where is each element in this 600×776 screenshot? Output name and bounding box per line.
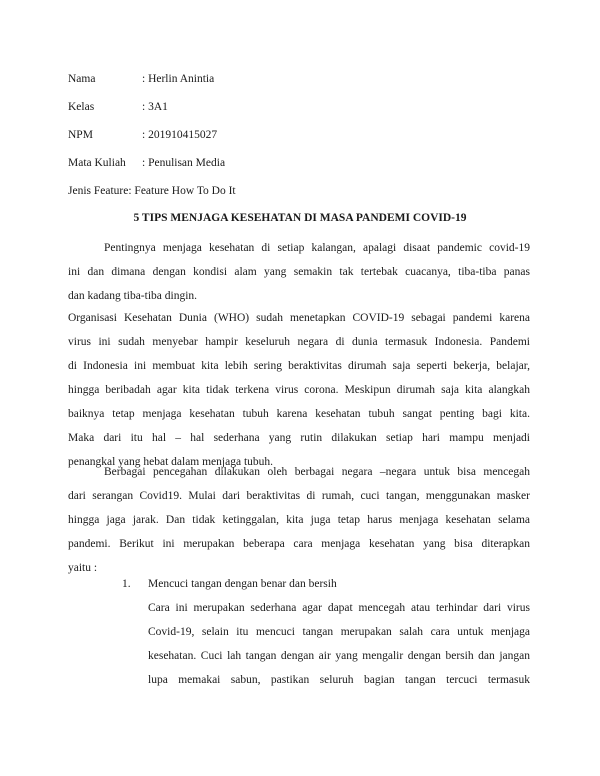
meta-kelas-label: Kelas: [68, 101, 95, 113]
paragraph-line: baiknya tetap menjaga kesehatan tubuh karena kesehatan tubuh sangat penting bagi kita.: [68, 408, 530, 420]
meta-jenis-label: Jenis Feature: [68, 185, 129, 197]
meta-nama-label: Nama: [68, 73, 96, 85]
meta-jenis-value: : Feature How To Do It: [128, 185, 236, 197]
list-item-heading: Mencuci tangan dengan benar dan bersih: [148, 578, 337, 590]
meta-matkul: [68, 156, 225, 170]
paragraph-line: Maka dari itu hal – hal sederhana yang rutin dilakukan setiap hari mampu menjadi: [68, 432, 530, 444]
paragraph-line: penangkal yang hebat dalam menjaga tubuh.: [68, 456, 274, 468]
meta-kelas: [68, 100, 168, 114]
meta-matkul-value: : Penulisan Media: [142, 157, 226, 169]
paragraph-line: hingga beribadah agar kita tidak terkena virus corona. Meskipun dirumah saja kita alangkah: [68, 384, 530, 396]
list-item-line: Covid-19, selain itu mencuci tangan merupakan salah cara untuk menjaga: [148, 626, 530, 638]
list-item-line: kesehatan. Cuci lah tangan dengan air yang mengalir dengan bersih dan jangan: [148, 650, 530, 662]
meta-npm-label: NPM: [68, 129, 93, 141]
paragraph-line: Berbagai pencegahan dilakukan oleh berbagai negara –negara untuk bisa mencegah: [104, 466, 530, 478]
meta-kelas-value: : 3A1: [142, 101, 168, 113]
paragraph-line: yaitu :: [68, 562, 98, 574]
paragraph-line: Pentingnya menjaga kesehatan di setiap kalangan, apalagi disaat pandemic covid-19: [104, 242, 530, 254]
paragraph-2: [68, 306, 530, 474]
meta-nama-value: : Herlin Anintia: [142, 73, 215, 85]
paragraph-line: pandemi. Berikut ini merupakan beberapa cara menjaga kesehatan yang bisa diterapkan: [68, 538, 530, 550]
list-item-line: lupa memakai sabun, pastikan seluruh bagian tangan tercuci termasuk: [148, 674, 530, 686]
list-item-1: [122, 572, 530, 692]
meta-jenis: [68, 184, 236, 198]
paragraph-line: Organisasi Kesehatan Dunia (WHO) sudah menetapkan COVID-19 sebagai pandemi karena: [68, 312, 530, 324]
meta-npm: [68, 128, 217, 142]
paragraph-line: virus ini sudah menyebar hampir keseluruh negara di dunia termasuk Indonesia. Pandemi: [68, 336, 530, 348]
meta-npm-value: : 201910415027: [142, 129, 218, 141]
paragraph-line: dan kadang tiba-tiba dingin.: [68, 290, 198, 302]
list-item-line: Cara ini merupakan sederhana agar dapat mencegah atau terhindar dari virus: [148, 602, 530, 614]
meta-matkul-label: Mata Kuliah: [68, 157, 126, 169]
paragraph-line: ini dan dimana dengan kondisi alam yang semakin tak tertebak cuacanya, tiba-tiba panas: [68, 266, 530, 278]
paragraph-1: [68, 236, 530, 308]
paragraph-line: hingga jaga jarak. Dan tidak ketinggalan, kita juga tetap harus menjaga kesehatan selama: [68, 514, 530, 526]
paragraph-3: [68, 460, 530, 580]
list-number: 1.: [122, 578, 131, 590]
meta-nama: [68, 72, 214, 86]
paragraph-line: di Indonesia ini membuat kita lebih sering beraktivitas dirumah saja seperti bekerja, belajar,: [68, 360, 530, 372]
document-title: 5 TIPS MENJAGA KESEHATAN DI MASA PANDEMI COVID-19: [133, 212, 467, 224]
paragraph-line: dari serangan Covid19. Mulai dari beraktivitas di rumah, cuci tangan, menggunakan masker: [68, 490, 530, 502]
